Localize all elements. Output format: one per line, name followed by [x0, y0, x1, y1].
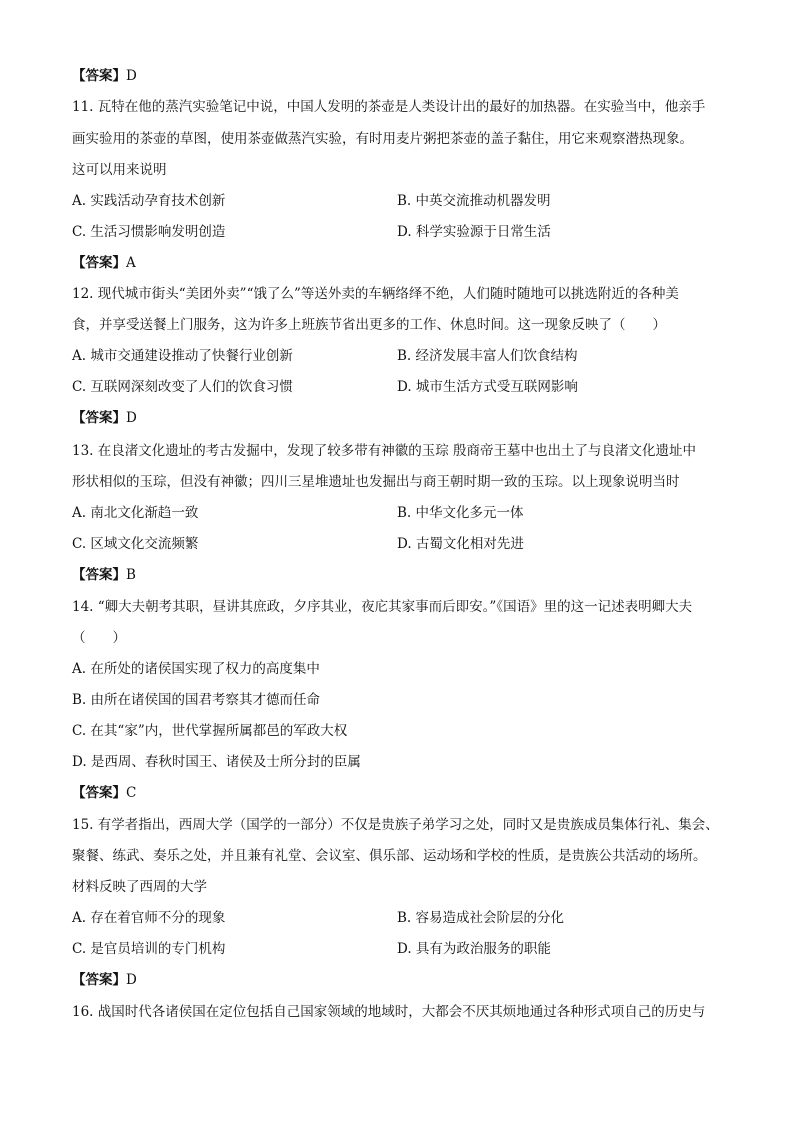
q15-stem-line-3: 材料反映了西周的大学	[72, 879, 207, 895]
q11-option-b: B. 中英交流推动机器发明	[397, 193, 551, 209]
q12-option-c: C. 互联网深刻改变了人们的饮食习惯	[72, 379, 293, 395]
q11-option-a: A. 实践活动孕育技术创新	[72, 193, 226, 209]
q14-option-d: D. 是西周、春秋时国王、诸侯及士所分封的臣属	[72, 754, 361, 770]
q11-option-d: D. 科学实验源于日常生活	[397, 224, 551, 240]
answer-q12	[72, 408, 137, 428]
q12-option-d: D. 城市生活方式受互联网影响	[397, 379, 578, 395]
q16-stem-line-1: 16. 战国时代各诸侯国在定位包括自己国家领域的地域时，大都会不厌其烦地通过各种形式项自己的历史与	[72, 1004, 706, 1020]
q11-stem-line-1: 11. 瓦特在他的蒸汽实验笔记中说，中国人发明的茶壶是人类设计出的最好的加热器。在实验当中，他亲手	[72, 99, 706, 115]
answer-value: D	[126, 410, 137, 426]
q13-option-c: C. 区域文化交流频繁	[72, 536, 199, 552]
answer-value: B	[126, 567, 136, 583]
answer-q10	[72, 66, 137, 86]
answer-q11	[72, 253, 136, 273]
q15-option-a: A. 存在着官师不分的现象	[72, 910, 226, 926]
q13-option-a: A. 南北文化渐趋一致	[72, 505, 199, 521]
answer-tag: 【答案】	[72, 68, 126, 84]
q15-option-d: D. 具有为政治服务的职能	[397, 941, 551, 957]
answer-q15	[72, 970, 137, 990]
answer-tag: 【答案】	[72, 410, 126, 426]
q12-stem-line-1: 12. 现代城市街头“美团外卖”“饿了么”等送外卖的车辆络绎不绝，人们随时随地可以挑选附近的各种美	[72, 286, 679, 302]
q14-stem-line-1: 14. “卿大夫朝考其职，昼讲其庶政，夕序其业，夜庀其家事而后即安。”《国语》里的这一记述表明卿大夫	[72, 599, 693, 615]
q12-option-a: A. 城市交通建设推动了快餐行业创新	[72, 348, 293, 364]
answer-q14	[72, 783, 136, 803]
q14-option-c: C. 在其“家”内，世代掌握所属都邑的军政大权	[72, 723, 348, 739]
answer-value: D	[126, 68, 137, 84]
q13-stem-line-1: 13. 在良渚文化遗址的考古发掘中，发现了较多带有神徽的玉琮 殷商帝王墓中也出土了与良渚文化遗址中	[72, 443, 697, 459]
answer-tag: 【答案】	[72, 567, 126, 583]
q12-option-b: B. 经济发展丰富人们饮食结构	[397, 348, 578, 364]
q11-stem-line-2: 画实验用的茶壶的草图，使用茶壶做蒸汽实验，有时用麦片粥把茶壶的盖子黏住，用它来观察潜热现象。	[72, 131, 693, 147]
answer-value: D	[126, 972, 137, 988]
answer-tag: 【答案】	[72, 255, 126, 271]
q13-option-d: D. 古蜀文化相对先进	[397, 536, 524, 552]
q15-stem-line-2: 聚餐、练武、奏乐之处，并且兼有礼堂、会议室、俱乐部、运动场和学校的性质，是贵族公共活动的场所。	[72, 848, 707, 864]
answer-tag: 【答案】	[72, 785, 126, 801]
answer-value: A	[126, 255, 136, 271]
q15-option-b: B. 容易造成社会阶层的分化	[397, 910, 565, 926]
q13-stem-line-2: 形状相似的玉琮，但没有神徽；四川三星堆遗址也发掘出与商王朝时期一致的玉琮。以上现象说明当时	[72, 474, 680, 490]
q12-stem-line-2: 食，并享受送餐上门服务，这为许多上班族节省出更多的工作、休息时间。这一现象反映了（ ）	[72, 317, 666, 333]
q14-option-b: B. 由所在诸侯国的国君考察其才德而任命	[72, 692, 321, 708]
answer-q13	[72, 565, 136, 585]
q11-stem-line-3: 这可以用来说明	[72, 162, 167, 178]
q13-option-b: B. 中华文化多元一体	[397, 505, 524, 521]
q14-option-a: A. 在所处的诸侯国实现了权力的高度集中	[72, 661, 320, 677]
answer-value: C	[126, 785, 137, 801]
q15-option-c: C. 是官员培训的专门机构	[72, 941, 226, 957]
q14-stem-line-2: （ ）	[72, 630, 126, 646]
q11-option-c: C. 生活习惯影响发明创造	[72, 224, 226, 240]
q15-stem-line-1: 15. 有学者指出，西周大学（国学的一部分）不仅是贵族子弟学习之处，同时又是贵族成员集体行礼、集会、	[72, 817, 719, 833]
answer-tag: 【答案】	[72, 972, 126, 988]
